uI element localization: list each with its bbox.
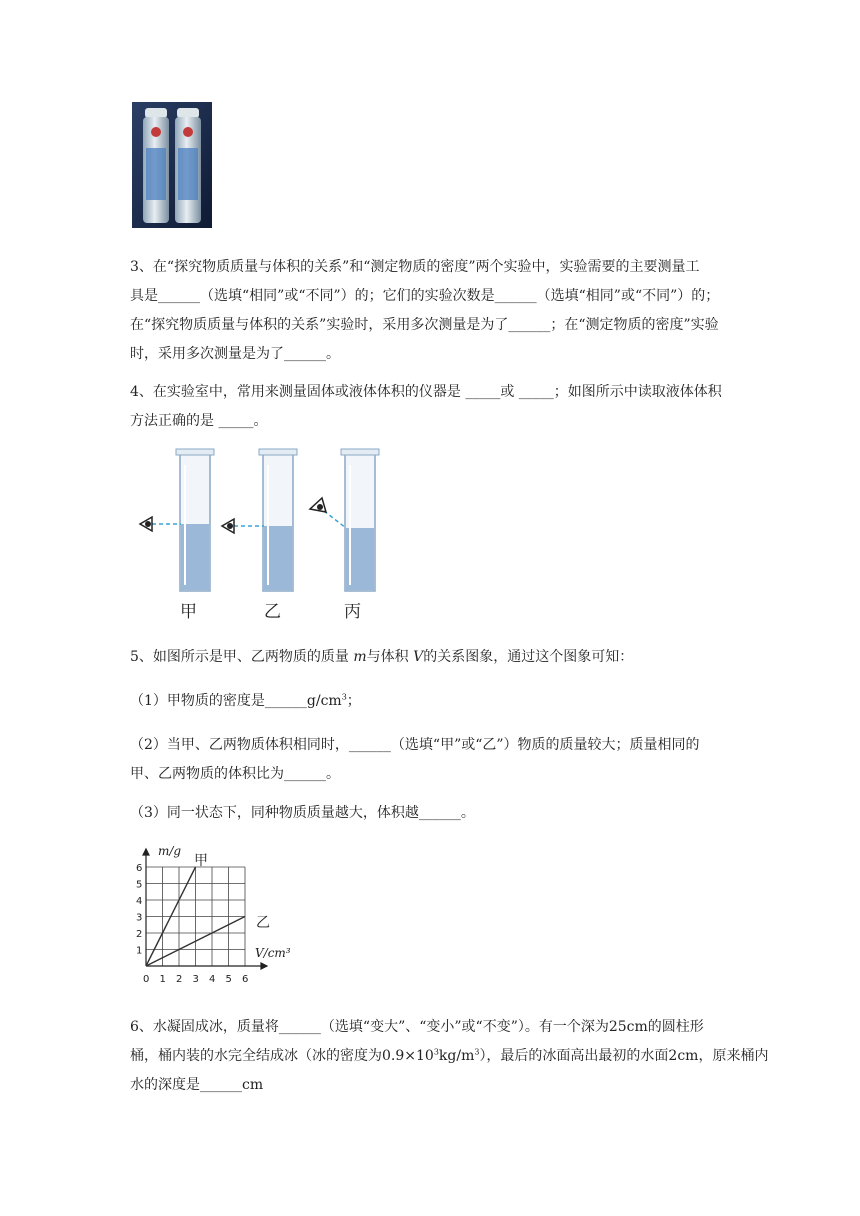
q5-intro <box>130 646 633 666</box>
q6-line-2-text: 桶，桶内装的水完全结成冰（冰的密度为0.9×10 <box>130 1048 434 1064</box>
cylinder-label-bing: 丙 <box>344 602 361 622</box>
x-tick-label: 3 <box>192 974 199 985</box>
y-tick-label: 6 <box>136 863 143 874</box>
cylinder-jia <box>152 449 214 591</box>
q3-line-2: 具是______（选填“相同”或“不同”）的；它们的实验次数是______（选填“相同”或“不同”）的； <box>130 288 720 304</box>
spray-cans-photo <box>132 102 212 228</box>
x-axis-label: V/cm³ <box>255 946 291 960</box>
x-tick-label: 5 <box>225 974 232 985</box>
eye-icon <box>222 519 234 533</box>
q3-line-1: 3、在“探究物质质量与体积的关系”和“测定物质的密度”两个实验中，实验需要的主要测量工 <box>130 259 700 275</box>
superscript: 3 <box>341 692 347 702</box>
q6-line-3: 水的深度是______cm <box>130 1077 264 1093</box>
q4-line-1: 4、在实验室中，常用来测量固体或液体体积的仪器是 _____或 _____；如图所示中读取液体体积 <box>130 384 722 400</box>
q5-sub-1-text: （1）甲物质的密度是______g/cm <box>130 693 342 709</box>
cylinder-label-yi: 乙 <box>264 602 281 622</box>
y-tick-label: 5 <box>136 879 143 891</box>
superscript: 3 <box>433 1047 439 1057</box>
cylinder-bing <box>324 449 379 591</box>
series-label-yi: 乙 <box>256 915 270 931</box>
y-tick-label: 2 <box>136 929 143 940</box>
series-label-jia: 甲 <box>194 853 208 869</box>
q5-sub-1-end: ； <box>346 693 361 709</box>
q5-sub-3: （3）同一状态下，同种物质质量越大，体积越______。 <box>130 805 475 821</box>
x-tick-label: 4 <box>209 974 216 985</box>
cylinder-yi <box>234 449 297 591</box>
q5-intro-text: 5、如图所示是甲、乙两物质的质量 <box>130 649 354 665</box>
x-tick-label: 1 <box>159 974 166 985</box>
x-tick-label: 6 <box>242 974 249 985</box>
q4-line-2: 方法正确的是 _____。 <box>130 413 268 429</box>
q6-line-2 <box>130 1045 768 1065</box>
q5-sub-2-line-2: 甲、乙两物质的体积比为______。 <box>130 766 340 782</box>
q3-line-3: 在“探究物质质量与体积的关系”实验时，采用多次测量是为了______；在“测定物质的密度”实验 <box>130 317 719 333</box>
x-tick-label: 0 <box>143 974 150 985</box>
x-axis-arrow <box>261 963 267 969</box>
mass-symbol: m <box>353 649 367 665</box>
q6-line-1: 6、水凝固成冰，质量将______（选填“变大”、“变小”或“不变”）。有一个深为25cm的圆柱形 <box>130 1019 704 1035</box>
q5-intro-text: 的关系图象，通过这个图象可知： <box>423 649 634 665</box>
y-axis-label: m/g <box>158 844 182 858</box>
q6-line-2-unit: kg/m <box>438 1048 475 1064</box>
q3-line-4: 时，采用多次测量是为了______。 <box>130 346 340 362</box>
graduated-cylinders-figure <box>136 445 396 623</box>
q5-sub-1 <box>130 690 361 710</box>
y-tick-label: 4 <box>136 896 143 907</box>
q5-intro-text: 与体积 <box>366 649 414 665</box>
y-axis-arrow <box>143 849 149 855</box>
y-tick-label: 3 <box>136 912 143 924</box>
x-tick-label: 2 <box>176 974 183 985</box>
eye-icon <box>310 498 326 512</box>
cylinder-label-jia: 甲 <box>180 602 197 622</box>
mass-volume-graph <box>132 840 304 990</box>
q5-sub-2-line-1: （2）当甲、乙两物质体积相同时，______（选填“甲”或“乙”）物质的质量较大；质量相同的 <box>130 737 700 753</box>
volume-symbol: V <box>413 649 424 665</box>
superscript: 3 <box>474 1047 480 1057</box>
y-tick-label: 1 <box>136 945 143 957</box>
eye-icon <box>140 517 152 531</box>
q6-line-2-end: ），最后的冰面高出最初的水面2cm，原来桶内 <box>479 1048 769 1064</box>
